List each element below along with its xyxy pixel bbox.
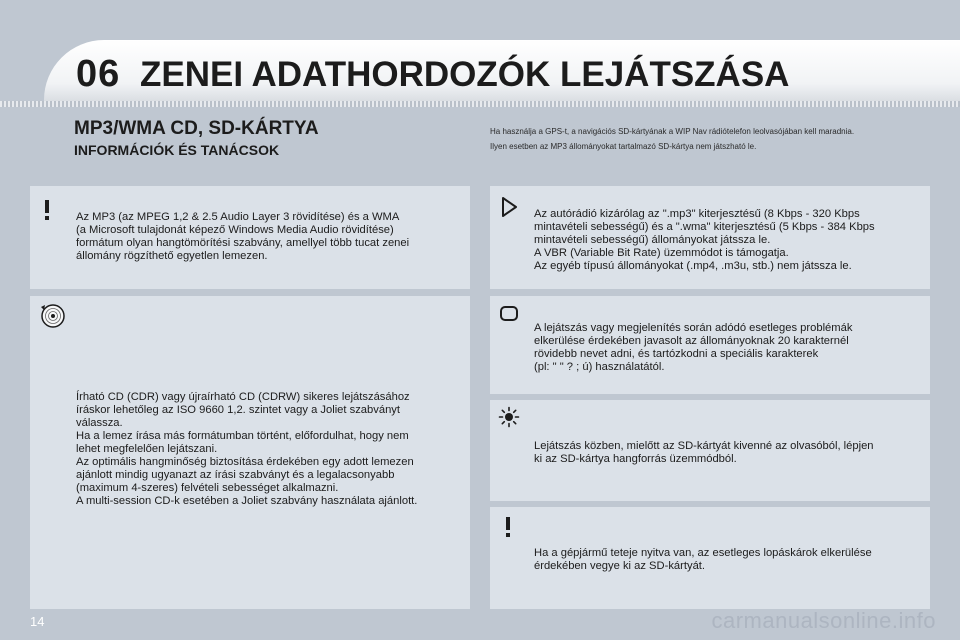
gps-note: Ha használja a GPS-t, a navigációs SD-kártyának a WIP Nav rádiótelefon leolvasójában kell maradnia. Ilyen esetben az MP3 állományokat tartalmazó SD-kártya nem játszható le. — [490, 127, 855, 151]
section-title: MP3/WMA CD, SD-KÁRTYA — [74, 118, 319, 139]
header-divider — [0, 101, 960, 107]
exclamation-icon — [40, 199, 54, 221]
chapter-number: 06 — [76, 53, 121, 95]
panel-filename-text: A lejátszás vagy megjelenítés során adódó esetleges problémák elkerülése érdekében javasolt az állományoknak 20 karakternél rövidebb nevet adni, és tartózkodni a speciális karakterek (pl: " " ? ; ú) használatától. — [534, 322, 853, 373]
panel-cd-text: Írható CD (CDR) vagy újraírható CD (CDRW) sikeres lejátszásához íráskor lehetőleg az ISO 9660 1,2. szintet vagy a Joliet szabványt válassza. Ha a lemez írása más formátumban történt, előfordulhat, hogy nem lehet megfelelően lejátszani. Az optimális hangminőség biztosítása érdekében egy adott lemezen ajánlott mindig ugyanazt az írási szabványt és a legalacsonyabb (maximum 4-szeres) felvételi sebességet alkalmazni. A multi-session CD-k esetében a Joliet szabvány használata ajánlott. — [76, 391, 418, 507]
panel-roof-text: Ha a gépjármű teteje nyitva van, az esetleges lopáskárok elkerülése érdekében vegye ki az SD-kártyát. — [534, 547, 872, 572]
page-number: 14 — [30, 614, 45, 629]
panel-formats-info — [490, 186, 930, 289]
play-icon — [500, 196, 518, 218]
panel-mp3-text: Az MP3 (az MPEG 1,2 & 2.5 Audio Layer 3 rövidítése) és a WMA (a Microsoft tulajdonát képező Windows Media Audio rövidítése) formátum olyan hangtömörítési szabvány, amellyel több tucat zenei állomány rögzíthető egyetlen lemezen. — [76, 211, 410, 262]
watermark: carmanualsonline.info — [711, 608, 936, 633]
disc-icon — [38, 301, 68, 331]
rounded-square-icon — [499, 305, 519, 323]
panel-roof-info — [490, 507, 930, 609]
panel-mp3-info — [30, 186, 470, 289]
panel-formats-text: Az autórádió kizárólag az ".mp3" kiterjesztésű (8 Kbps - 320 Kbps mintavételi sebességű) és a ".wma" kiterjesztésű (5 Kbps - 384 Kbps mintavételi sebességű) állományokat játssza le. A VBR (Variable Bit Rate) üzemmódot is támogatja. Az egyéb típusú állományokat (.mp4, .m3u, stb.) nem játssza le. — [534, 208, 875, 272]
section-subtitle: INFORMÁCIÓK ÉS TANÁCSOK — [74, 142, 280, 158]
light-icon — [498, 406, 520, 428]
exclamation-icon — [501, 516, 515, 538]
panel-filename-info — [490, 296, 930, 394]
panel-cd-info — [30, 296, 470, 609]
page-title: ZENEI ADATHORDOZÓK LEJÁTSZÁSA — [140, 55, 790, 94]
section-heading — [74, 118, 319, 158]
panel-sd-info — [490, 400, 930, 501]
panel-sd-text: Lejátszás közben, mielőtt az SD-kártyát kivenné az olvasóból, lépjen ki az SD-kártya hangforrás üzemmódból. — [534, 440, 874, 465]
